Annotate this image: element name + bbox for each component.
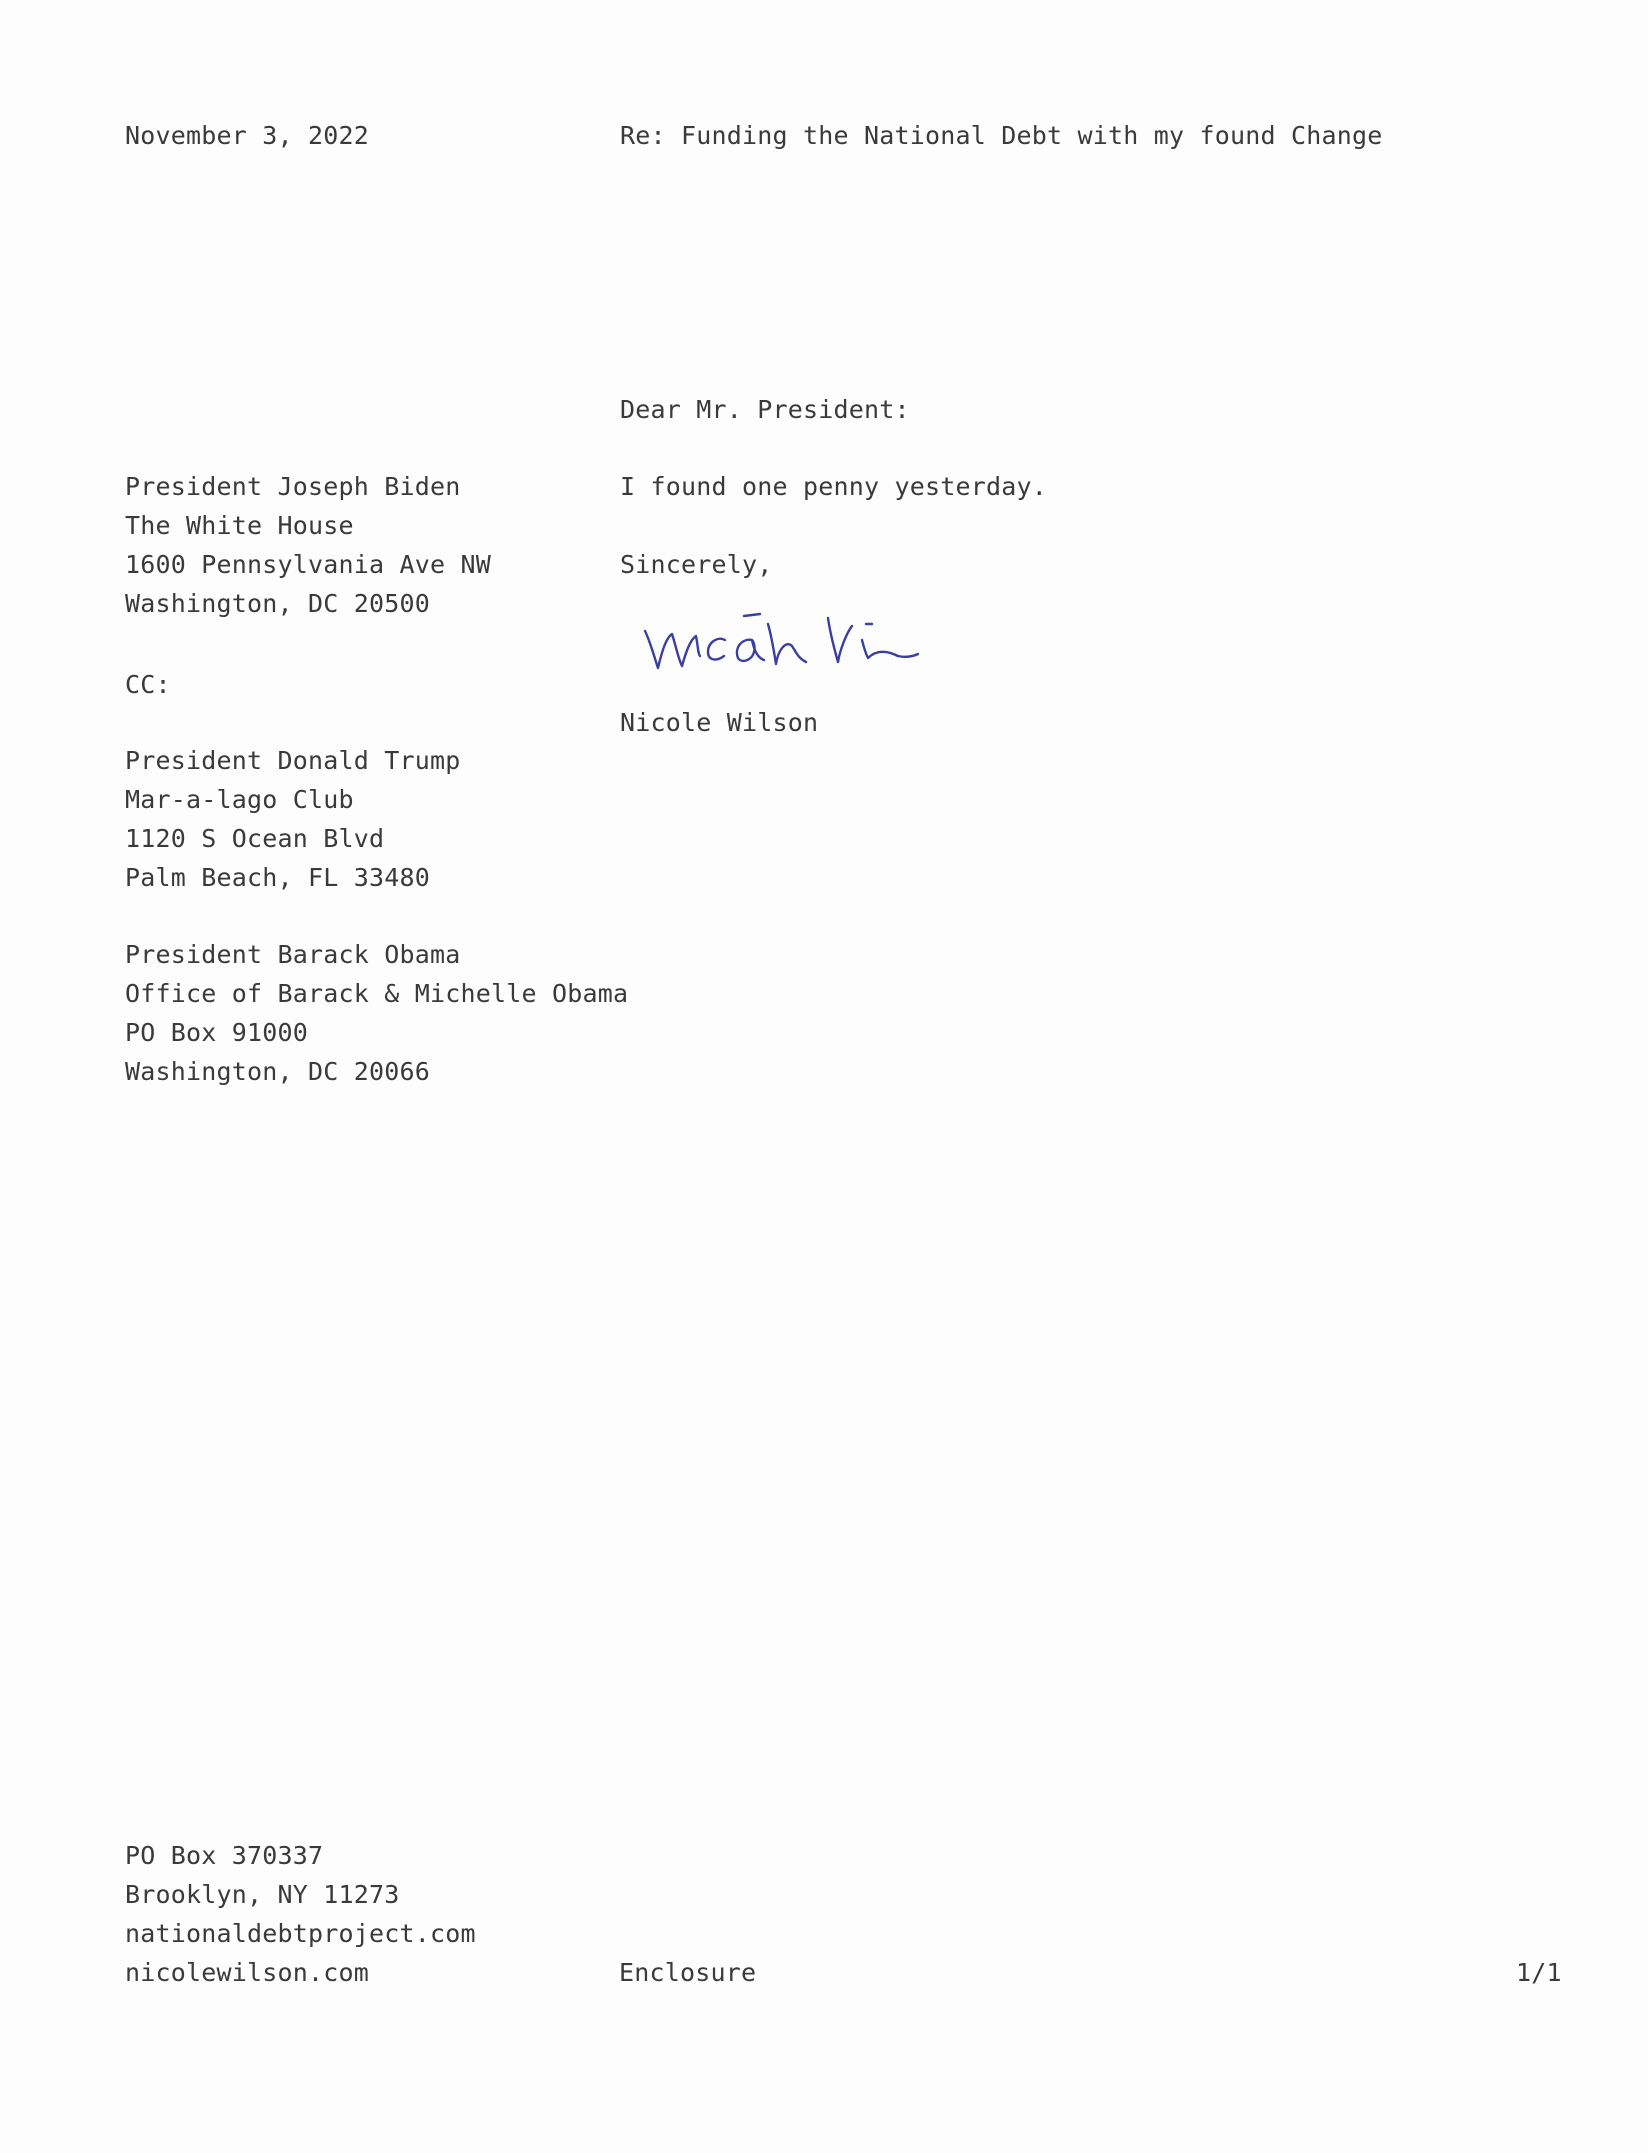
sender-line: Brooklyn, NY 11273 [125, 1880, 400, 1909]
address-line: Palm Beach, FL 33480 [125, 863, 431, 892]
address-line: President Donald Trump [125, 746, 461, 775]
cc-recipient-address [125, 935, 628, 1091]
address-line: Mar-a-lago Club [125, 785, 354, 814]
address-line: 1120 S Ocean Blvd [125, 824, 385, 853]
address-line: Washington, DC 20066 [125, 1057, 431, 1086]
recipient-address [125, 467, 491, 623]
address-line: The White House [125, 511, 354, 540]
letter-subject: Re: Funding the National Debt with my found Change [620, 121, 1383, 150]
sender-website-link[interactable]: nationaldebtproject.com [125, 1919, 476, 1948]
address-line: Office of Barack & Michelle Obama [125, 979, 629, 1008]
address-line: President Joseph Biden [125, 472, 461, 501]
address-line: PO Box 91000 [125, 1018, 309, 1047]
sender-line: PO Box 370337 [125, 1841, 324, 1870]
sender-website-link[interactable]: nicolewilson.com [125, 1958, 370, 1987]
page-number: 1/1 [1516, 1958, 1562, 1987]
sender-address [125, 1836, 476, 1992]
signature-stroke [645, 614, 918, 668]
address-line: President Barack Obama [125, 940, 461, 969]
letter-message: I found one penny yesterday. [620, 472, 1048, 501]
closing: Sincerely, [620, 550, 773, 579]
salutation: Dear Mr. President: [620, 395, 910, 424]
address-line: Washington, DC 20500 [125, 589, 431, 618]
letter-date: November 3, 2022 [125, 121, 370, 150]
cc-recipient-address [125, 741, 461, 897]
enclosure-note: Enclosure [619, 1958, 757, 1987]
signer-name: Nicole Wilson [620, 708, 819, 737]
address-line: 1600 Pennsylvania Ave NW [125, 550, 492, 579]
cc-label: CC: [125, 670, 171, 699]
handwritten-signature [640, 596, 980, 686]
